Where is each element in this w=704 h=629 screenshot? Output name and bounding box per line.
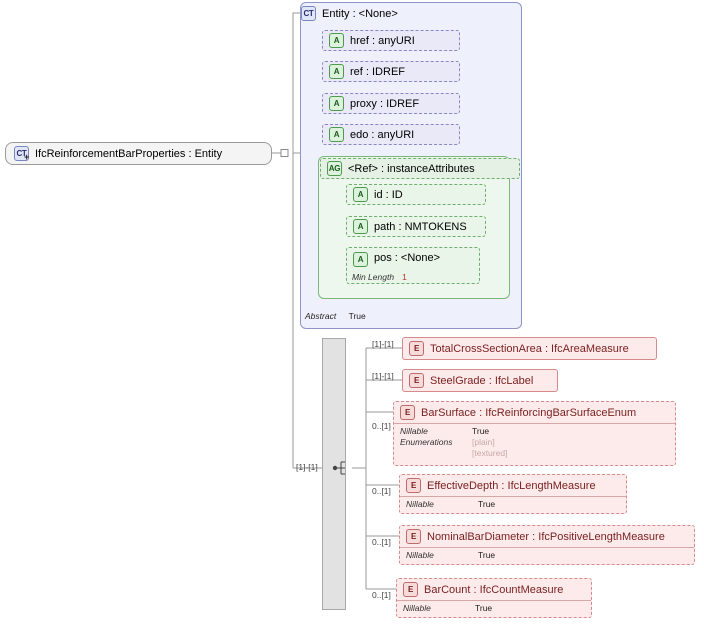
attribute-label: id : ID xyxy=(374,188,403,201)
attribute-badge-icon: A xyxy=(329,33,344,48)
element-row xyxy=(403,370,557,391)
ag-badge-icon: AG xyxy=(327,161,342,176)
element-label: BarCount : IfcCountMeasure xyxy=(424,583,564,596)
attribute-badge-icon: A xyxy=(353,187,368,202)
attribute-badge-icon: A xyxy=(329,127,344,142)
property-value: True xyxy=(472,426,490,436)
element-properties xyxy=(397,600,591,617)
element-badge-icon: E xyxy=(409,341,424,356)
property-value: True xyxy=(475,603,493,613)
attribute-href[interactable] xyxy=(322,30,460,51)
element-badge-icon: E xyxy=(406,478,421,493)
ct-badge-icon: CT xyxy=(301,6,316,21)
attribute-label: pos : <None> xyxy=(374,252,441,264)
attribute-badge-icon: A xyxy=(329,64,344,79)
root-node-ifcreinforcementbarproperties[interactable] xyxy=(5,142,272,165)
element-label: NominalBarDiameter : IfcPositiveLengthMeasure xyxy=(427,530,665,543)
ref-attributegroup-header[interactable] xyxy=(320,158,520,179)
element-badge-icon: E xyxy=(403,582,418,597)
element-label: EffectiveDepth : IfcLengthMeasure xyxy=(427,479,596,492)
element-row xyxy=(403,338,656,359)
attribute-id[interactable] xyxy=(346,184,486,205)
element-row xyxy=(394,402,675,423)
entity-complextype-title: Entity : <None> xyxy=(322,7,398,20)
element-cardinality: [1]-[1] xyxy=(372,339,394,349)
property-row xyxy=(400,437,669,448)
min-length-key: Min Length xyxy=(352,272,395,282)
property-value: True xyxy=(478,550,496,560)
element-properties xyxy=(394,423,675,462)
element-barcount[interactable] xyxy=(396,578,592,618)
property-row xyxy=(400,448,669,459)
attribute-label: proxy : IDREF xyxy=(350,97,420,110)
attribute-label: edo : anyURI xyxy=(350,128,415,141)
attribute-proxy[interactable] xyxy=(322,93,460,114)
root-node-label: IfcReinforcementBarProperties : Entity xyxy=(35,147,223,160)
property-key: Nillable xyxy=(406,550,434,560)
attribute-path[interactable] xyxy=(346,216,486,237)
sequence-icon[interactable] xyxy=(332,459,348,477)
element-badge-icon: E xyxy=(409,373,424,388)
sequence-cardinality: [1]-[1] xyxy=(296,462,318,472)
property-row xyxy=(403,603,585,614)
element-row xyxy=(400,526,694,547)
element-badge-icon: E xyxy=(400,405,415,420)
property-key: Enumerations xyxy=(400,437,453,447)
abstract-key: Abstract xyxy=(305,311,337,321)
element-row xyxy=(400,475,626,496)
element-totalcrosssectionarea[interactable] xyxy=(402,337,657,360)
element-barsurface[interactable] xyxy=(393,401,676,466)
entity-complextype-header[interactable] xyxy=(301,5,515,22)
element-steelgrade[interactable] xyxy=(402,369,558,392)
entity-abstract-property xyxy=(305,311,366,321)
property-key: Nillable xyxy=(403,603,431,613)
abstract-value: True xyxy=(348,311,366,321)
attribute-label: path : NMTOKENS xyxy=(374,220,467,233)
element-cardinality: 0..[1] xyxy=(372,537,391,547)
ref-attributegroup-title: <Ref> : instanceAttributes xyxy=(348,162,475,175)
element-cardinality: 0..[1] xyxy=(372,421,391,431)
property-row xyxy=(406,550,688,561)
element-label: SteelGrade : IfcLabel xyxy=(430,374,534,387)
attribute-edo[interactable] xyxy=(322,124,460,145)
property-value: [textured] xyxy=(472,448,508,458)
property-row xyxy=(406,499,620,510)
property-key xyxy=(400,448,472,459)
element-row xyxy=(397,579,591,600)
attribute-label: href : anyURI xyxy=(350,34,415,47)
attribute-ref[interactable] xyxy=(322,61,460,82)
element-cardinality: 0..[1] xyxy=(372,590,391,600)
property-key: Nillable xyxy=(400,426,428,436)
pos-min-length xyxy=(352,272,407,282)
property-value: True xyxy=(478,499,496,509)
element-label: BarSurface : IfcReinforcingBarSurfaceEnum xyxy=(421,406,637,419)
attribute-badge-icon: A xyxy=(329,96,344,111)
element-effectivedepth[interactable] xyxy=(399,474,627,514)
element-cardinality: 0..[1] xyxy=(372,486,391,496)
element-properties xyxy=(400,496,626,513)
property-key: Nillable xyxy=(406,499,434,509)
ct-badge-icon: CT + xyxy=(14,146,29,161)
attribute-badge-icon: A xyxy=(353,252,368,267)
element-badge-icon: E xyxy=(406,529,421,544)
property-row xyxy=(400,426,669,437)
element-nominalbardiameter[interactable] xyxy=(399,525,695,565)
element-properties xyxy=(400,547,694,564)
element-label: TotalCrossSectionArea : IfcAreaMeasure xyxy=(430,342,629,355)
element-cardinality: [1]-[1] xyxy=(372,371,394,381)
attribute-badge-icon: A xyxy=(353,219,368,234)
property-value: [plain] xyxy=(472,437,495,447)
min-length-value: 1 xyxy=(402,272,407,282)
attribute-label: ref : IDREF xyxy=(350,65,406,78)
